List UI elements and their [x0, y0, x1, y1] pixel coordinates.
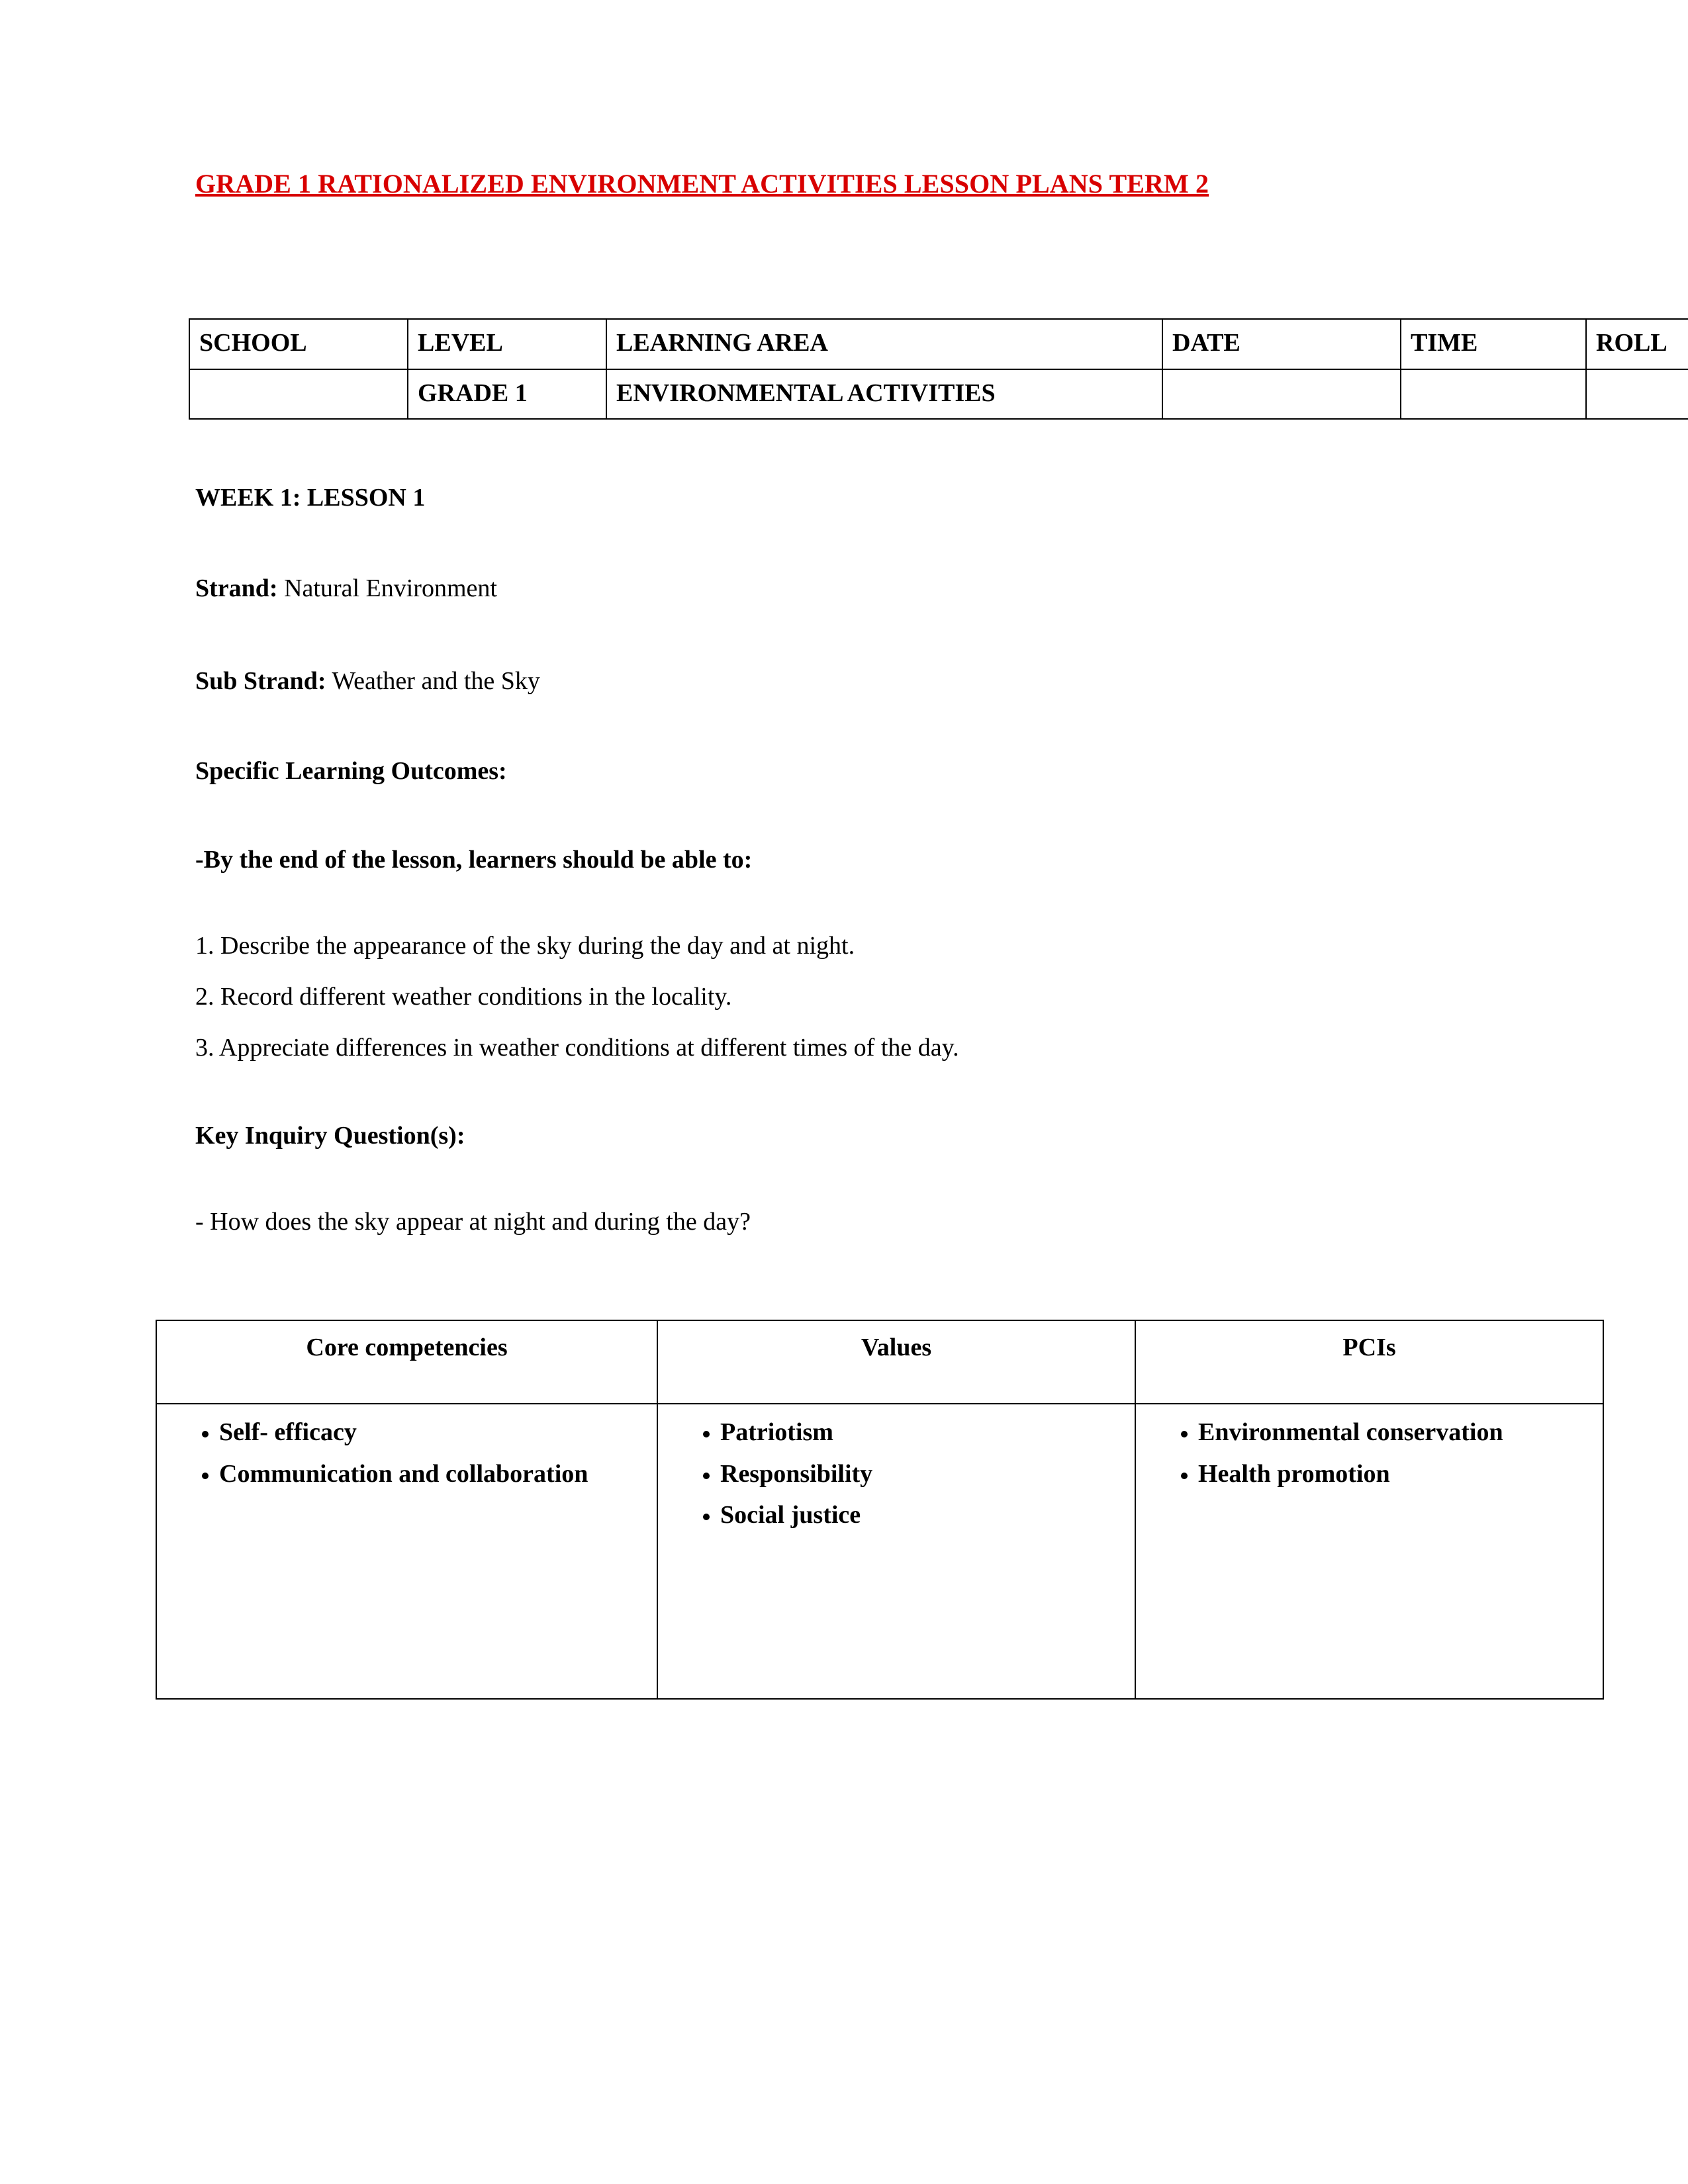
header-level: LEVEL: [408, 319, 606, 369]
list-item: • Self- efficacy: [219, 1415, 642, 1449]
list-item: • Communication and collaboration: [219, 1457, 642, 1491]
header-school: SCHOOL: [189, 319, 408, 369]
cell-date: [1162, 369, 1401, 420]
list-item: • Social justice: [720, 1498, 1120, 1532]
substrand-value: Weather and the Sky: [332, 666, 540, 695]
substrand-label: Sub Strand:: [195, 666, 326, 695]
substrand-line: [195, 666, 1556, 698]
list-item: • Patriotism: [720, 1415, 1120, 1449]
core-competencies-list: [171, 1415, 642, 1491]
pcis-list: [1150, 1415, 1588, 1491]
header-values: Values: [657, 1320, 1135, 1404]
strand-line: [195, 573, 1556, 605]
lesson-info-table: [189, 318, 1688, 420]
header-time: TIME: [1401, 319, 1586, 369]
learning-outcomes-intro: -By the end of the lesson, learners should be able to:: [195, 846, 753, 874]
list-item: 2. Record different weather conditions in the locality.: [195, 983, 732, 1011]
list-item: • Health promotion: [1198, 1457, 1588, 1491]
header-pcis: PCIs: [1135, 1320, 1603, 1404]
cell-core-competencies: [156, 1404, 657, 1699]
key-inquiry-heading: Key Inquiry Question(s):: [195, 1122, 465, 1150]
header-roll: ROLL: [1586, 319, 1688, 369]
cell-values: [657, 1404, 1135, 1699]
table-row: [156, 1320, 1603, 1404]
list-item: • Responsibility: [720, 1457, 1120, 1491]
competencies-table: [156, 1320, 1604, 1700]
key-inquiry-question: - How does the sky appear at night and during the day?: [195, 1208, 751, 1236]
list-item: • Environmental conservation: [1198, 1415, 1588, 1449]
header-date: DATE: [1162, 319, 1401, 369]
table-row: [189, 369, 1688, 420]
learning-outcomes-heading: Specific Learning Outcomes:: [195, 757, 507, 786]
header-core-competencies: Core competencies: [156, 1320, 657, 1404]
cell-pcis: [1135, 1404, 1603, 1699]
table-row: [189, 319, 1688, 369]
list-item: 1. Describe the appearance of the sky during the day and at night.: [195, 932, 855, 960]
cell-school: [189, 369, 408, 420]
learning-outcomes-list: [195, 933, 1556, 1062]
strand-label: Strand:: [195, 574, 278, 603]
learning-outcomes-list-wrap: [195, 933, 1556, 1062]
page-title: GRADE 1 RATIONALIZED ENVIRONMENT ACTIVITIES LESSON PLANS TERM 2: [195, 169, 1209, 199]
week-lesson-heading: WEEK 1: LESSON 1: [195, 484, 426, 512]
list-item: 3. Appreciate differences in weather conditions at different times of the day.: [195, 1034, 959, 1062]
cell-level: GRADE 1: [408, 369, 606, 420]
cell-time: [1401, 369, 1586, 420]
header-learning-area: LEARNING AREA: [606, 319, 1162, 369]
cell-roll: [1586, 369, 1688, 420]
table-row: [156, 1404, 1603, 1699]
cell-learning-area: ENVIRONMENTAL ACTIVITIES: [606, 369, 1162, 420]
strand-value: Natural Environment: [284, 574, 497, 603]
values-list: [673, 1415, 1120, 1532]
